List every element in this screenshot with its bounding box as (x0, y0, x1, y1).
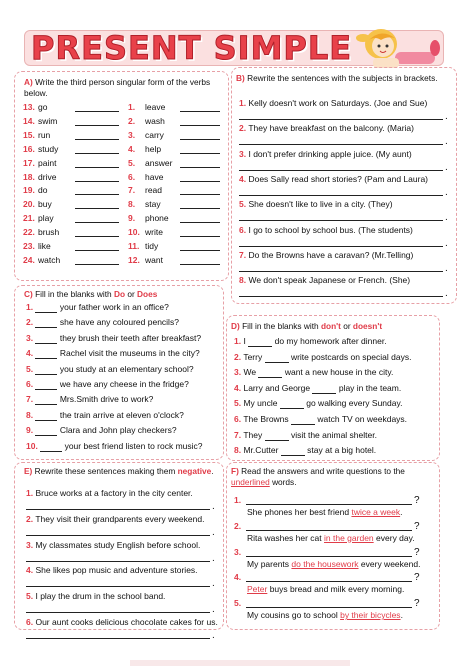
item-number: 2. (239, 123, 247, 134)
sentence-row (239, 225, 413, 236)
sentence-text: you study at an elementary school? (59, 363, 194, 374)
answer-line[interactable] (180, 111, 220, 112)
item-number: 8. (239, 275, 247, 286)
answer-line[interactable] (75, 264, 119, 265)
sentence-row (26, 317, 179, 328)
verb-row (23, 116, 35, 127)
sentence-row (26, 364, 194, 375)
verb-row (23, 199, 35, 210)
verb-row (128, 144, 135, 155)
verb-row (23, 185, 35, 196)
underlined-phrase: in the garden (324, 532, 374, 543)
sentence-row (239, 98, 427, 109)
full-stop: . (212, 604, 215, 616)
item-number: 20. (23, 199, 35, 210)
sentence-row (26, 302, 169, 313)
item-number: 6. (128, 171, 136, 182)
answer-row (247, 584, 404, 595)
verb-text: write (145, 227, 163, 238)
answer-line[interactable] (239, 119, 443, 120)
answer-line[interactable] (180, 208, 220, 209)
sentence-text: visit the animal shelter. (290, 429, 377, 440)
verb-row (23, 172, 35, 183)
sentence-text: do my homework after dinner. (274, 336, 387, 346)
answer-line[interactable] (180, 250, 220, 251)
answer-blank[interactable] (35, 319, 57, 328)
answer-line[interactable] (75, 111, 119, 112)
verb-row (23, 227, 35, 238)
item-number: 4. (239, 173, 247, 184)
answer-line[interactable] (180, 181, 220, 182)
verb-row (128, 116, 135, 127)
item-number: 3. (239, 148, 247, 159)
item-number: 18. (23, 171, 35, 182)
sentence-subject: The Browns (243, 414, 289, 424)
question-row (234, 547, 241, 558)
answer-row (247, 559, 420, 570)
item-number: 7. (128, 185, 136, 196)
answer-blank[interactable] (35, 335, 57, 344)
verb-text: carry (145, 129, 164, 140)
answer-row (247, 533, 415, 544)
sentence-subject: Mr.Cutter (243, 445, 279, 456)
page-title: PRESENT SIMPLE (31, 29, 353, 67)
sentence-row (26, 565, 198, 576)
item-number: 8. (234, 445, 242, 456)
answer-blank[interactable] (281, 447, 305, 456)
question-mark: ? (414, 546, 420, 558)
verb-row (128, 130, 135, 141)
full-stop: . (212, 630, 215, 641)
question-line[interactable] (246, 530, 412, 531)
answer-blank[interactable] (35, 412, 57, 421)
answer-blank[interactable] (258, 369, 282, 378)
answer-line[interactable] (239, 246, 443, 247)
verb-text: drive (38, 171, 57, 182)
sentence-text: stay at a big hotel. (307, 445, 377, 456)
sentence-row (239, 250, 413, 261)
verb-row (23, 213, 35, 224)
question-mark: ? (414, 572, 420, 584)
question-line[interactable] (246, 581, 412, 582)
sentence-text: your father work in an office? (59, 302, 169, 312)
answer-text: She phones her best friend (247, 507, 350, 517)
sentence-row (239, 174, 428, 185)
question-mark: ? (414, 598, 420, 610)
item-number: 5. (26, 363, 34, 374)
item-number: 4. (26, 348, 34, 359)
sentence-row (26, 410, 184, 421)
section-c-instruction: C) Fill in the blanks with Do or Does (24, 289, 158, 299)
sentence-text: she have any coloured pencils? (59, 317, 179, 328)
item-number: 1. (26, 302, 34, 312)
question-row (234, 495, 241, 506)
verb-row (128, 199, 135, 210)
item-number: 5. (234, 398, 242, 409)
answer-line[interactable] (239, 195, 443, 196)
verb-text: answer (145, 157, 173, 168)
sentence-row (234, 430, 377, 441)
answer-text: . (400, 507, 403, 517)
answer-line[interactable] (180, 125, 220, 126)
sentence-text: She doesn't like to live in a city. (They) (248, 199, 393, 210)
question-row (234, 521, 241, 532)
section-d-instruction: D) Fill in the blanks with don't or doesn't (231, 321, 383, 331)
answer-blank[interactable] (291, 416, 315, 425)
underlined-phrase: do the housework (291, 558, 359, 569)
verb-text: buy (38, 199, 52, 210)
full-stop: . (445, 262, 448, 274)
item-number: 3. (128, 129, 136, 140)
answer-line[interactable] (75, 167, 119, 168)
item-number: 5. (128, 157, 136, 168)
answer-text: Rita washes her cat (247, 532, 322, 543)
answer-line[interactable] (180, 153, 220, 154)
full-stop: . (445, 186, 448, 198)
item-number: 2. (234, 351, 242, 362)
item-number: 9. (128, 213, 136, 224)
sentence-row (26, 540, 200, 551)
item-number: 7. (239, 249, 247, 260)
sentence-text: We don't speak Japanese or French. (She) (248, 275, 411, 286)
question-line[interactable] (246, 556, 412, 557)
sentence-text: write postcards on special days. (290, 351, 412, 362)
full-stop: . (445, 161, 448, 173)
sentence-subject: They (243, 429, 263, 440)
item-number: 5. (239, 199, 247, 210)
item-number: 1. (239, 98, 247, 108)
answer-line[interactable] (239, 296, 443, 297)
item-number: 10. (26, 440, 38, 451)
full-stop: . (212, 552, 215, 564)
sentence-text: Kelly doesn't work on Saturdays. (Joe and Sue) (248, 98, 428, 108)
verb-row (23, 158, 35, 169)
item-number: 2. (234, 520, 242, 531)
item-number: 3. (234, 367, 242, 378)
answer-line[interactable] (75, 139, 119, 140)
verb-text: watch (38, 254, 61, 265)
answer-blank[interactable] (35, 381, 57, 390)
item-number: 10. (128, 227, 140, 238)
verb-text: wash (145, 115, 165, 126)
item-number: 12. (128, 254, 140, 265)
sentence-subject: I (243, 336, 246, 346)
item-number: 5. (234, 598, 242, 609)
answer-line[interactable] (75, 153, 119, 154)
item-number: 9. (26, 425, 34, 436)
sentence-row (234, 336, 387, 347)
answer-line[interactable] (239, 144, 443, 145)
sentence-row (239, 149, 412, 160)
item-number: 21. (23, 213, 35, 224)
sentence-text: Does Sally read short stories? (Pam and Laura) (248, 173, 428, 184)
answer-line[interactable] (75, 222, 119, 223)
answer-blank[interactable] (312, 385, 336, 394)
sentence-text: I don't prefer drinking apple juice. (My aunt) (248, 148, 412, 159)
answer-row (247, 610, 403, 621)
verb-row (128, 255, 140, 266)
sentence-text: My classmates study English before school. (35, 539, 201, 550)
sentence-text: She likes pop music and adventure stories. (35, 565, 198, 576)
section-a-instruction: A) Write the third person singular form of the verbs below. (24, 77, 211, 98)
sentence-row (26, 333, 201, 344)
question-mark: ? (414, 495, 420, 506)
full-stop: . (445, 212, 448, 224)
verb-text: study (38, 143, 59, 154)
item-number: 22. (23, 227, 35, 238)
verb-row (23, 130, 35, 141)
item-number: 6. (26, 379, 34, 389)
answer-text: every day. (376, 532, 415, 543)
answer-line[interactable] (26, 612, 210, 613)
sentence-text: I go to school by school bus. (The students) (248, 224, 413, 235)
full-stop: . (212, 526, 215, 538)
question-line[interactable] (246, 607, 412, 608)
verb-text: run (38, 129, 51, 140)
verb-row (23, 102, 35, 113)
sentence-subject: We (243, 367, 257, 378)
sentence-row (26, 617, 218, 628)
sentence-row (234, 445, 376, 456)
footer-watermark (130, 660, 350, 666)
verb-text: do (38, 185, 48, 196)
verb-text: swim (38, 115, 58, 126)
full-stop: . (212, 501, 215, 512)
answer-blank[interactable] (265, 432, 289, 441)
answer-line[interactable] (180, 264, 220, 265)
verb-text: tidy (145, 241, 159, 251)
question-row (234, 572, 241, 583)
verb-row (23, 241, 35, 252)
answer-text: buys bread and milk every morning. (269, 584, 405, 595)
sentence-row (26, 394, 153, 405)
sentence-row (26, 425, 177, 436)
verb-text: brush (38, 227, 60, 238)
verb-text: help (145, 143, 162, 154)
verb-text: phone (145, 213, 169, 224)
answer-line[interactable] (180, 236, 220, 237)
item-number: 4. (234, 382, 242, 393)
verb-row (128, 241, 139, 252)
sentence-row (26, 348, 200, 359)
sentence-row (26, 488, 193, 499)
verb-text: read (145, 185, 163, 196)
question-row (234, 598, 241, 609)
sentence-text: They have breakfast on the balcony. (Maria) (248, 123, 414, 134)
item-number: 19. (23, 185, 35, 196)
answer-line[interactable] (75, 208, 119, 209)
answer-line[interactable] (239, 271, 443, 272)
sentence-text: we have any cheese in the fridge? (59, 379, 189, 389)
sentence-text: Rachel visit the museums in the city? (59, 348, 200, 359)
answer-line[interactable] (75, 181, 119, 182)
answer-line[interactable] (180, 139, 220, 140)
section-b-instruction: B) Rewrite the sentences with the subjects in brackets. (236, 73, 438, 83)
item-number: 1. (234, 336, 242, 346)
sentence-text: go walking every Sunday. (306, 398, 403, 409)
item-number: 5. (26, 591, 34, 602)
answer-blank[interactable] (40, 443, 62, 452)
verb-text: leave (145, 102, 166, 112)
answer-blank[interactable] (280, 400, 304, 409)
item-number: 3. (26, 539, 34, 550)
item-number: 1. (234, 495, 242, 505)
sentence-subject: Larry and George (243, 382, 311, 393)
verb-row (128, 102, 135, 113)
section-e-instruction: E) Rewrite these sentences making them negative. (24, 466, 214, 476)
sentence-text: play in the team. (338, 382, 402, 393)
item-number: 7. (26, 394, 34, 405)
sentence-text: your best friend listen to rock music? (64, 440, 203, 451)
sentence-row (234, 383, 401, 394)
answer-line[interactable] (26, 561, 210, 562)
full-stop: . (445, 111, 448, 122)
underlined-phrase: twice a week (351, 507, 401, 517)
answer-line[interactable] (239, 220, 443, 221)
sentence-row (26, 441, 203, 452)
answer-text: every weekend. (360, 558, 421, 569)
underlined-phrase: Peter (247, 584, 268, 595)
answer-line[interactable] (180, 167, 220, 168)
answer-line[interactable] (75, 125, 119, 126)
sentence-subject: My uncle (243, 398, 278, 409)
item-number: 6. (239, 224, 247, 235)
item-number: 8. (26, 409, 34, 420)
verb-text: play (38, 213, 54, 224)
sentence-text: Our aunt cooks delicious chocolate cakes for us. (35, 617, 218, 627)
verb-text: like (38, 241, 51, 251)
item-number: 1. (128, 102, 136, 112)
item-number: 7. (234, 429, 242, 440)
sentence-row (234, 398, 402, 409)
sentence-row (239, 275, 410, 286)
item-number: 6. (234, 414, 242, 424)
sentence-text: the train arrive at eleven o'clock? (59, 409, 184, 420)
sentence-row (234, 367, 393, 378)
item-number: 2. (26, 317, 34, 328)
answer-line[interactable] (75, 194, 119, 195)
item-number: 2. (128, 115, 136, 126)
item-number: 17. (23, 157, 35, 168)
sentence-row (239, 199, 393, 210)
item-number: 4. (234, 572, 242, 583)
item-number: 4. (128, 143, 136, 154)
answer-blank[interactable] (248, 338, 272, 347)
verb-row (128, 213, 135, 224)
item-number: 11. (128, 241, 140, 251)
sentence-row (26, 514, 204, 525)
verb-row (23, 255, 35, 266)
item-number: 3. (234, 546, 242, 557)
sentence-text: They visit their grandparents every weekend. (35, 513, 205, 524)
verb-text: want (145, 254, 163, 265)
sentence-text: I play the drum in the school band. (35, 591, 166, 602)
item-number: 23. (23, 241, 35, 251)
item-number: 8. (128, 199, 136, 210)
sentence-text: they brush their teeth after breakfast? (59, 332, 202, 343)
sentence-text: Bruce works at a factory in the city center. (35, 488, 193, 498)
full-stop: . (212, 578, 215, 590)
sentence-text: Mrs.Smith drive to work? (59, 394, 154, 405)
verb-text: go (38, 102, 48, 112)
answer-blank[interactable] (35, 350, 57, 359)
verb-text: stay (145, 199, 161, 210)
full-stop: . (445, 136, 448, 148)
answer-row (247, 507, 403, 518)
sentence-row (26, 591, 165, 602)
underlined-phrase: by their bicycles (340, 610, 401, 621)
item-number: 24. (23, 254, 35, 265)
answer-blank[interactable] (35, 396, 57, 405)
answer-line[interactable] (26, 535, 210, 536)
verb-row (128, 172, 135, 183)
girl-illustration (343, 26, 443, 70)
section-f-instruction: F) Read the answers and write questions to the underlined words. (231, 466, 405, 487)
answer-blank[interactable] (265, 354, 289, 363)
answer-blank[interactable] (35, 366, 57, 375)
verb-row (128, 185, 135, 196)
answer-line[interactable] (26, 509, 210, 510)
item-number: 14. (23, 115, 35, 126)
item-number: 1. (26, 488, 34, 498)
answer-line[interactable] (75, 236, 119, 237)
answer-blank[interactable] (35, 304, 57, 313)
verb-text: paint (38, 157, 57, 168)
answer-text: My parents (247, 558, 290, 569)
verb-row (128, 227, 140, 238)
question-line[interactable] (246, 504, 412, 505)
sentence-subject: Terry (243, 351, 263, 362)
sentence-text: Do the Browns have a caravan? (Mr.Telling) (248, 249, 414, 260)
answer-text: My cousins go to school (247, 610, 338, 621)
item-number: 13. (23, 102, 35, 112)
sentence-text: want a new house in the city. (284, 367, 394, 378)
sentence-row (239, 123, 414, 134)
sentence-text: Clara and John play checkers? (59, 425, 177, 436)
item-number: 4. (26, 565, 34, 576)
sentence-row (26, 379, 189, 390)
item-number: 3. (26, 332, 34, 343)
full-stop: . (445, 237, 448, 249)
item-number: 6. (26, 617, 34, 627)
item-number: 16. (23, 143, 35, 154)
answer-line[interactable] (239, 170, 443, 171)
answer-line[interactable] (75, 250, 119, 251)
answer-text: . (400, 610, 403, 621)
sentence-text: watch TV on weekdays. (317, 414, 408, 424)
answer-line[interactable] (180, 194, 220, 195)
full-stop: . (445, 288, 448, 300)
item-number: 2. (26, 513, 34, 524)
answer-line[interactable] (26, 586, 210, 587)
verb-text: have (145, 171, 164, 182)
answer-blank[interactable] (35, 427, 57, 436)
sentence-row (234, 352, 411, 363)
verb-row (23, 144, 35, 155)
question-mark: ? (414, 520, 420, 532)
verb-row (128, 158, 135, 169)
item-number: 15. (23, 129, 35, 140)
sentence-row (234, 414, 407, 425)
answer-line[interactable] (26, 638, 210, 639)
answer-line[interactable] (180, 222, 220, 223)
